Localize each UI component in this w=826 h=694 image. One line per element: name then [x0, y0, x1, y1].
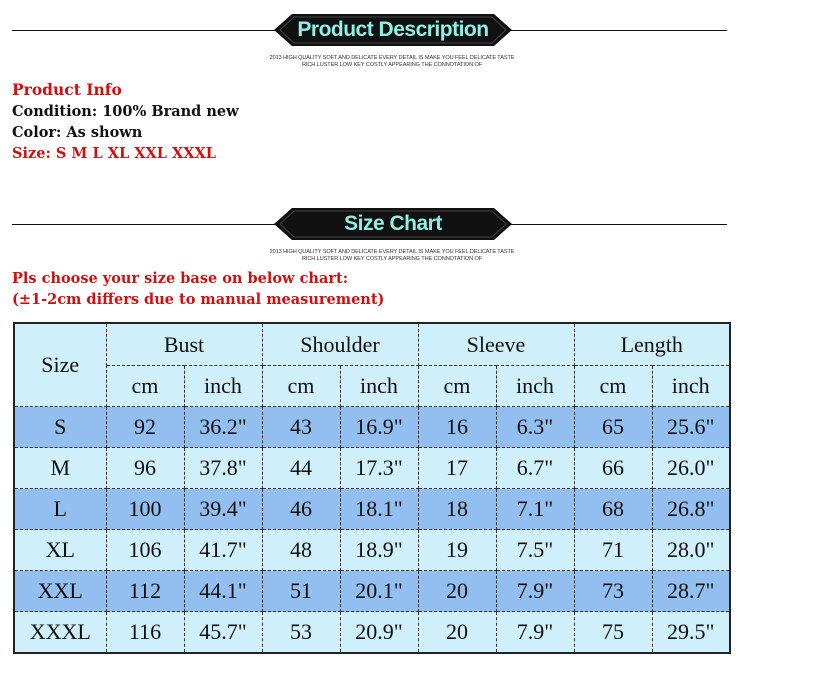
measurement-cell: 25.6"	[652, 407, 730, 448]
measurement-cell: 18.9"	[340, 530, 418, 571]
banner-badge	[274, 208, 512, 240]
measurement-cell: 19	[418, 530, 496, 571]
unit-header: inch	[340, 366, 418, 407]
table-row	[14, 571, 730, 612]
size-label-cell: S	[14, 407, 106, 448]
table-row	[14, 448, 730, 489]
shoulder-header: Shoulder	[262, 323, 418, 366]
size-chart-table	[13, 322, 731, 654]
color-text: Color: As shown	[12, 124, 143, 141]
measurement-cell: 7.1"	[496, 489, 574, 530]
measurement-cell: 6.7"	[496, 448, 574, 489]
product-description-banner	[12, 0, 727, 68]
bust-header: Bust	[106, 323, 262, 366]
banner-title: Product Description	[297, 18, 489, 41]
measurement-cell: 29.5"	[652, 612, 730, 654]
measurement-cell: 36.2"	[184, 407, 262, 448]
size-chart-instruction: Pls choose your size base on below chart:	[12, 270, 349, 287]
measurement-cell: 71	[574, 530, 652, 571]
measurement-cell: 39.4"	[184, 489, 262, 530]
measurement-cell: 116	[106, 612, 184, 654]
measurement-cell: 75	[574, 612, 652, 654]
measurement-cell: 20.1"	[340, 571, 418, 612]
banner-title: Size Chart	[344, 212, 442, 235]
measurement-disclaimer: (±1-2cm differs due to manual measurement)	[12, 291, 385, 308]
measurement-cell: 112	[106, 571, 184, 612]
measurement-cell: 92	[106, 407, 184, 448]
measurement-cell: 16	[418, 407, 496, 448]
measurement-cell: 7.9"	[496, 571, 574, 612]
table-row	[14, 407, 730, 448]
measurement-cell: 48	[262, 530, 340, 571]
banner-subtext-1: 2013 HIGH QUALITY SOFT AND DELICATE EVERY DETAIL IS MAKE YOU FEEL DELICATE TASTE	[269, 249, 515, 255]
sizes-text: Size: S M L XL XXL XXXL	[12, 145, 216, 162]
measurement-cell: 37.8"	[184, 448, 262, 489]
measurement-cell: 7.9"	[496, 612, 574, 654]
measurement-cell: 65	[574, 407, 652, 448]
product-info-heading: Product Info	[12, 80, 122, 99]
unit-header: cm	[262, 366, 340, 407]
unit-header: inch	[184, 366, 262, 407]
measurement-cell: 18	[418, 489, 496, 530]
measurement-cell: 20	[418, 571, 496, 612]
size-label-cell: XXXL	[14, 612, 106, 654]
measurement-cell: 44.1"	[184, 571, 262, 612]
measurement-cell: 6.3"	[496, 407, 574, 448]
banner-subtext-2: RICH LUSTER LOW KEY COSTLY APPEARING THE CONNOTATION OF	[301, 62, 483, 68]
length-header: Length	[574, 323, 730, 366]
measurement-cell: 16.9"	[340, 407, 418, 448]
unit-header: inch	[496, 366, 574, 407]
measurement-cell: 28.0"	[652, 530, 730, 571]
measurement-cell: 106	[106, 530, 184, 571]
measurement-cell: 18.1"	[340, 489, 418, 530]
measurement-cell: 17	[418, 448, 496, 489]
measurement-cell: 51	[262, 571, 340, 612]
size-header: Size	[14, 323, 106, 407]
table-unit-row	[14, 366, 730, 407]
size-label-cell: L	[14, 489, 106, 530]
size-chart-banner	[12, 194, 727, 262]
size-label-cell: XXL	[14, 571, 106, 612]
measurement-cell: 46	[262, 489, 340, 530]
table-row	[14, 489, 730, 530]
measurement-cell: 45.7"	[184, 612, 262, 654]
measurement-cell: 66	[574, 448, 652, 489]
banner-subtext-1: 2013 HIGH QUALITY SOFT AND DELICATE EVERY DETAIL IS MAKE YOU FEEL DELICATE TASTE	[269, 55, 515, 61]
banner-badge	[274, 14, 512, 46]
measurement-cell: 41.7"	[184, 530, 262, 571]
measurement-cell: 43	[262, 407, 340, 448]
measurement-cell: 53	[262, 612, 340, 654]
measurement-cell: 28.7"	[652, 571, 730, 612]
measurement-cell: 20.9"	[340, 612, 418, 654]
measurement-cell: 68	[574, 489, 652, 530]
measurement-cell: 44	[262, 448, 340, 489]
measurement-cell: 26.0"	[652, 448, 730, 489]
measurement-cell: 17.3"	[340, 448, 418, 489]
measurement-cell: 96	[106, 448, 184, 489]
table-header-row	[14, 323, 730, 366]
measurement-cell: 7.5"	[496, 530, 574, 571]
unit-header: cm	[574, 366, 652, 407]
measurement-cell: 73	[574, 571, 652, 612]
measurement-cell: 26.8"	[652, 489, 730, 530]
banner-subtext-2: RICH LUSTER LOW KEY COSTLY APPEARING THE CONNOTATION OF	[301, 256, 483, 262]
unit-header: inch	[652, 366, 730, 407]
unit-header: cm	[418, 366, 496, 407]
measurement-cell: 100	[106, 489, 184, 530]
unit-header: cm	[106, 366, 184, 407]
size-label-cell: M	[14, 448, 106, 489]
measurement-cell: 20	[418, 612, 496, 654]
table-row	[14, 530, 730, 571]
sleeve-header: Sleeve	[418, 323, 574, 366]
table-row	[14, 612, 730, 654]
condition-text: Condition: 100% Brand new	[12, 103, 239, 120]
size-label-cell: XL	[14, 530, 106, 571]
